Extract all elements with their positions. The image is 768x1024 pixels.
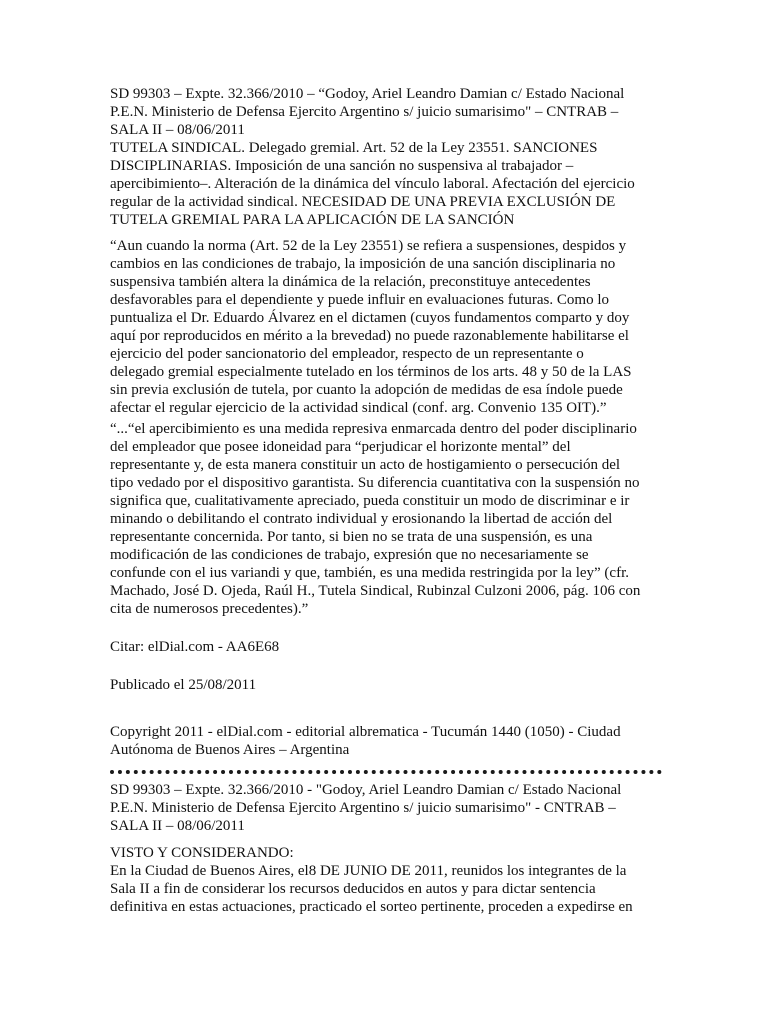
published-date: [110, 676, 256, 694]
quote-line: representante y, de esta manera constituir un acto de hostigamiento o persecución del: [110, 457, 621, 473]
quote-line: suspensiva también altera la dinámica de la relación, preconstituye antecedentes: [110, 274, 591, 290]
quote-line: aquí por reproducidos en mérito a la brevedad) no puede razonablemente habilitarse el: [110, 328, 629, 344]
citation-text: [110, 638, 279, 656]
quote-line: “...“el apercibimiento es una medida represiva enmarcada dentro del poder disciplinario: [110, 421, 637, 437]
quote-line: Machado, José D. Ojeda, Raúl H., Tutela Sindical, Rubinzal Culzoni 2006, pág. 106 con: [110, 583, 641, 599]
quote-line: “Aun cuando la norma (Art. 52 de la Ley 23551) se refiera a suspensiones, despidos y: [110, 238, 627, 254]
quote-line: afectar el regular ejercicio de la actividad sindical (conf. arg. Convenio 135 OIT).”: [110, 400, 607, 416]
quote-paragraph-1: [110, 237, 632, 417]
ruling-header: [110, 781, 621, 835]
quote-line: modificación de las condiciones de trabajo, expresión que no necesariamente se: [110, 547, 589, 563]
summary-header-line: SALA II – 08/06/2011: [110, 122, 245, 138]
quote-line: confunde con el ius variandi y que, también, es una medida restringida por la ley” (cfr.: [110, 565, 629, 581]
summary-header-line: TUTELA SINDICAL. Delegado gremial. Art. 52 de la Ley 23551. SANCIONES: [110, 140, 598, 156]
quote-line: del empleador que posee idoneidad para “perjudicar el horizonte mental” del: [110, 439, 571, 455]
visto-heading: [110, 844, 294, 862]
quote-line: delegado gremial especialmente tutelado en los términos de los arts. 48 y 50 de la LAS: [110, 364, 632, 380]
ruling-header-line: SD 99303 – Expte. 32.366/2010 - "Godoy, Ariel Leandro Damian c/ Estado Nacional: [110, 782, 622, 798]
quote-line: desfavorables para el dependiente y puede influir en evaluaciones futuras. Como lo: [110, 292, 609, 308]
quote-line: sin previa exclusión de tutela, por cuanto la adopción de medidas de esa índole puede: [110, 382, 623, 398]
summary-header-line: DISCIPLINARIAS. Imposición de una sanción no suspensiva al trabajador –: [110, 158, 574, 174]
summary-header-line: TUTELA GREMIAL PARA LA APLICACIÓN DE LA SANCIÓN: [110, 212, 515, 228]
summary-header-line: apercibimiento–. Alteración de la dinámica del vínculo laboral. Afectación del ejercicio: [110, 176, 635, 192]
visto-line: Sala II a fin de considerar los recursos deducidos en autos y para dictar sentencia: [110, 881, 596, 897]
summary-header-line: P.E.N. Ministerio de Defensa Ejercito Argentino s/ juicio sumarisimo" – CNTRAB –: [110, 104, 619, 120]
copyright-line: Autónoma de Buenos Aires – Argentina: [110, 742, 350, 758]
copyright-notice: [110, 723, 621, 759]
visto-line: definitiva en estas actuaciones, practicado el sorteo pertinente, proceden a expedirse en: [110, 899, 633, 915]
visto-line: En la Ciudad de Buenos Aires, el8 DE JUNIO DE 2011, reunidos los integrantes de la: [110, 863, 627, 879]
quote-line: minando o debilitando el contrato individual y erosionando la libertad de acción del: [110, 511, 613, 527]
copyright-line: Copyright 2011 - elDial.com - editorial albrematica - Tucumán 1440 (1050) - Ciudad: [110, 724, 621, 740]
quote-line: cambios en las condiciones de trabajo, la imposición de una sanción disciplinaria no: [110, 256, 616, 272]
dotted-separator: [110, 770, 662, 774]
ruling-header-line: SALA II – 08/06/2011: [110, 818, 245, 834]
summary-header: [110, 85, 635, 229]
visto-heading-text: VISTO Y CONSIDERANDO:: [110, 845, 294, 861]
visto-paragraph: [110, 862, 633, 916]
quote-paragraph-2: [110, 420, 640, 618]
summary-header-line: SD 99303 – Expte. 32.366/2010 – “Godoy, Ariel Leandro Damian c/ Estado Nacional: [110, 86, 625, 102]
citation-line: Citar: elDial.com - AA6E68: [110, 639, 280, 655]
quote-line: ejercicio del poder sancionatorio del empleador, respecto de un representante o: [110, 346, 584, 362]
quote-line: representante concernida. Por tanto, si bien no se trata de una suspensión, es una: [110, 529, 593, 545]
summary-header-line: regular de la actividad sindical. NECESIDAD DE UNA PREVIA EXCLUSIÓN DE: [110, 194, 616, 210]
published-line: Publicado el 25/08/2011: [110, 677, 257, 693]
quote-line: significa que, cualitativamente apreciado, pueda constituir un modo de discriminar e ir: [110, 493, 630, 509]
quote-line: tipo vedado por el dispositivo garantista. Su diferencia cuantitativa con la suspensión no: [110, 475, 640, 491]
quote-line: puntualiza el Dr. Eduardo Álvarez en el dictamen (cuyos fundamentos comparto y doy: [110, 310, 630, 326]
ruling-header-line: P.E.N. Ministerio de Defensa Ejercito Argentino s/ juicio sumarisimo" - CNTRAB –: [110, 800, 616, 816]
quote-line: cita de numerosos precedentes).”: [110, 601, 309, 617]
